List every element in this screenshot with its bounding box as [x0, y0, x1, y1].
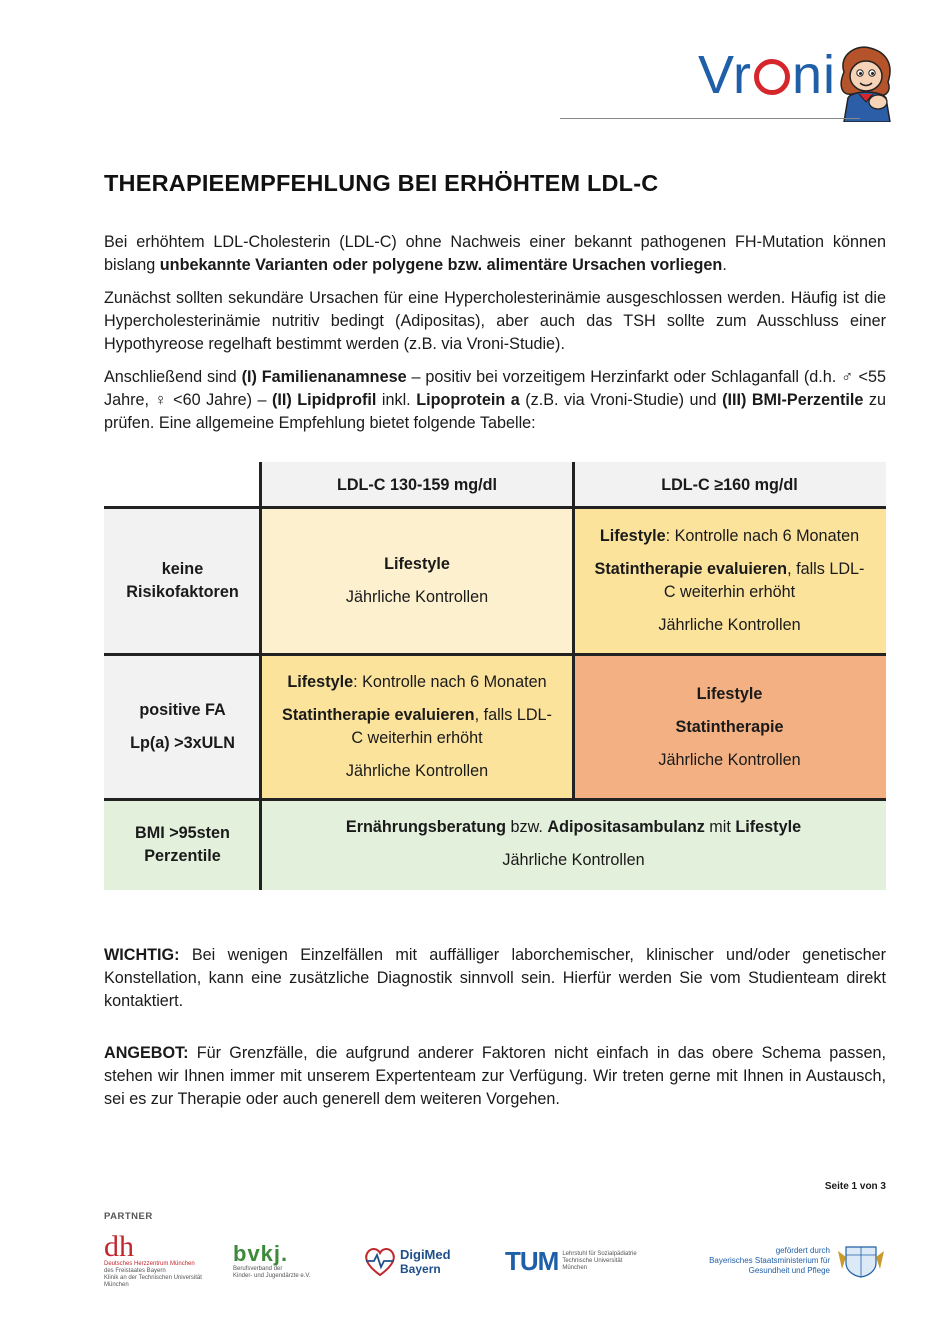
logo-text-part1: Vr — [698, 45, 752, 105]
page-number: Seite 1 von 3 — [824, 1181, 886, 1192]
digimed-logo: DigiMed Bayern — [362, 1232, 462, 1290]
cell-positive-fa-130-159: Lifestyle: Kontrolle nach 6 Monaten Statintherapie evaluieren, falls LDL-C weiterhin erhöht Jährliche Kontrollen — [261, 654, 573, 800]
ministry-logo: gefördert durch Bayerisches Staatsministerium für Gesundheit und Pflege — [680, 1232, 886, 1290]
cell-bmi-recommendation: Ernährungsberatung bzw. Adipositasambulanz mit Lifestyle Jährliche Kontrollen — [261, 800, 886, 890]
bavarian-coat-of-arms-icon — [836, 1243, 886, 1279]
vroni-mascot-illustration — [832, 42, 902, 122]
bvkj-logo: bvkj. Berufsverband der Kinder- und Jugendärzte e.V. — [233, 1241, 311, 1279]
vroni-logo — [698, 45, 837, 105]
intro-paragraph: Bei erhöhtem LDL-Cholesterin (LDL-C) ohne Nachweis einer bekannt pathogenen FH-Mutation können bislang unbekannte Varianten oder polygene bzw. alimentäre Ursachen vorliegen. — [104, 233, 886, 274]
table-header-ldl-160: LDL-C ≥160 mg/dl — [573, 462, 886, 508]
logo-o-ring — [754, 59, 790, 95]
header-divider — [560, 118, 860, 119]
offer-note: ANGEBOT: Für Grenzfälle, die aufgrund anderer Faktoren nicht einfach in das obere Schema passen, stehen wir Ihnen immer mit unserem Expertenteam zur Verfügung. Wir treten gerne mit Ihnen in Austausch, sei es zur Therapie oder auch generell dem weiteren Vorgehen. — [104, 1044, 886, 1108]
table-divider-vertical-1 — [259, 462, 262, 890]
row-label-bmi: BMI >95sten Perzentile — [104, 800, 261, 890]
digimed-heart-icon — [362, 1243, 398, 1279]
table-divider-horizontal-1 — [104, 506, 886, 509]
assessment-paragraph: Anschließend sind (I) Familienanamnese – positiv bei vorzeitigem Herzinfarkt oder Schlaganfall (d.h. ♂ <55 Jahre, ♀ <60 Jahre) – (II) Lipidprofil inkl. Lipoprotein a (z.B. via Vroni-Studie) und (III) BMI-Perzentile zu prüfen. Eine allgemeine Empfehlung bietet folgende Tabelle: — [104, 368, 886, 432]
dhm-logo: dh Deutsches Herzzentrum München des Freistaates Bayern Klinik an der Technischen Universität München — [104, 1230, 202, 1288]
important-note: WICHTIG: Bei wenigen Einzelfällen mit auffälliger laborchemischer, klinischer und/oder genetischer Konstellation, kann eine zusätzliche Diagnostik sinnvoll sein. Hierfür werden Sie vom Studienteam direkt kontaktiert. — [104, 946, 886, 1010]
row-label-no-risk: keine Risikofaktoren — [104, 508, 261, 654]
tum-logo: TUM Lehrstuhl für Sozialpädiatrie Technische Universität München — [505, 1246, 637, 1276]
table-header-ldl-130-159: LDL-C 130-159 mg/dl — [261, 462, 573, 508]
cell-no-risk-130-159: Lifestyle Jährliche Kontrollen — [261, 508, 573, 654]
recommendation-table — [104, 462, 886, 890]
table-divider-horizontal-2 — [104, 653, 886, 656]
logo-text-part2: ni — [792, 45, 837, 105]
secondary-causes-paragraph: Zunächst sollten sekundäre Ursachen für eine Hypercholesterinämie ausgeschlossen werden. Häufig ist die Hypercholesterinämie nutritiv bedingt (Adipositas), aber auch das TSH sollte zum Ausschluss einer Hypothyreose regelhaft bestimmt werden (z.B. via Vroni-Studie). — [104, 289, 886, 353]
cell-positive-fa-160: Lifestyle Statintherapie Jährliche Kontrollen — [573, 654, 886, 800]
cell-no-risk-160: Lifestyle: Kontrolle nach 6 Monaten Statintherapie evaluieren, falls LDL-C weiterhin erhöht Jährliche Kontrollen — [573, 508, 886, 654]
table-divider-vertical-2 — [572, 462, 575, 800]
table-divider-horizontal-3 — [104, 798, 886, 801]
row-label-positive-fa: positive FA Lp(a) >3xULN — [104, 654, 261, 800]
partner-label: PARTNER — [104, 1211, 153, 1222]
page-title: THERAPIEEMPFEHLUNG BEI ERHÖHTEM LDL-C — [104, 170, 659, 196]
